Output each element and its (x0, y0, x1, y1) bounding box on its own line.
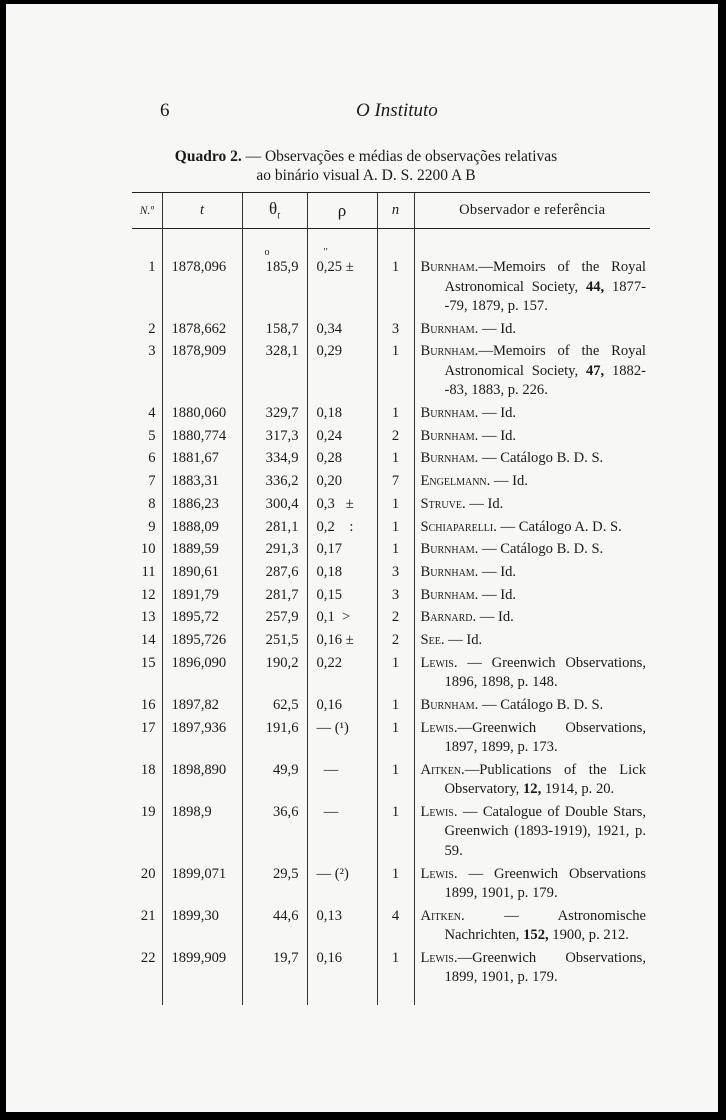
reference-volume: 12, (522, 781, 542, 798)
table-row (132, 696, 650, 719)
row-reference (414, 803, 650, 865)
observer-name: Burnham. (420, 586, 479, 603)
header-theta-sub: t (277, 210, 280, 222)
row-epoch: 1899,071 (162, 865, 242, 907)
row-number: 10 (140, 541, 156, 558)
unit-degrees: o (242, 229, 307, 259)
reference-pre: —Greenwich Observations, 1897, 1899, p. 173. (444, 719, 646, 755)
table-row (132, 586, 650, 609)
reference-pre: — Id. (465, 495, 504, 512)
reference-post: 1900, p. 212. (548, 927, 629, 944)
row-position-angle: 291,3 (242, 540, 307, 563)
row-separation: 0,25 ± (307, 258, 377, 320)
row-night-count: 2 (377, 631, 414, 654)
row-position-angle: 317,3 (242, 427, 307, 450)
reference-text (421, 342, 647, 401)
row-position-angle: 334,9 (242, 449, 307, 472)
row-reference (414, 608, 650, 631)
row-night-count: 1 (377, 865, 414, 907)
header-t: t (162, 193, 242, 229)
reference-text (421, 320, 647, 340)
reference-text (421, 631, 647, 651)
reference-text (421, 803, 647, 862)
reference-post: 1877--79, 1879, p. 157. (444, 278, 646, 314)
table-body (132, 229, 650, 1006)
reference-volume: 152, (523, 927, 549, 944)
row-number: 1 (148, 259, 156, 275)
observer-name: Lewis. (420, 719, 458, 736)
row-separation: — (307, 761, 377, 803)
row-night-count: 1 (377, 696, 414, 719)
header-theta (242, 193, 307, 229)
reference-pre: — Catálogo B. D. S. (478, 696, 604, 713)
reference-text (421, 586, 647, 606)
row-epoch: 1897,936 (162, 719, 242, 761)
row-number: 8 (148, 495, 156, 512)
reference-text (421, 907, 647, 946)
observations-table (132, 192, 650, 1005)
row-epoch: 1899,30 (162, 907, 242, 949)
observer-name: Burnham. (420, 427, 479, 444)
row-number: 6 (148, 450, 156, 467)
row-position-angle: 190,2 (242, 654, 307, 696)
observer-name: Schiaparelli. (420, 518, 497, 535)
table-row (132, 320, 650, 343)
row-separation: — (¹) (307, 719, 377, 761)
reference-pre: — Greenwich Observations, 1896, 1898, p. 148. (444, 654, 646, 691)
caption-line2: ao binário visual A. D. S. 2200 A B (256, 167, 476, 184)
row-separation: 0,24 (307, 427, 377, 450)
row-epoch: 1886,23 (162, 495, 242, 518)
row-epoch: 1899,909 (162, 949, 242, 991)
row-separation: 0,13 (307, 907, 377, 949)
row-epoch: 1883,31 (162, 472, 242, 495)
observer-name: Lewis. (420, 654, 458, 671)
row-epoch: 1889,59 (162, 540, 242, 563)
reference-pre: — Id. (476, 609, 514, 626)
reference-post: 1914, p. 20. (541, 781, 615, 798)
row-reference (414, 586, 650, 609)
row-number: 16 (140, 696, 156, 713)
observer-name: Aitken. (420, 907, 465, 924)
row-night-count: 2 (377, 427, 414, 450)
row-separation: — (²) (307, 865, 377, 907)
unit-arcsec: ′′ (307, 229, 377, 259)
reference-text (421, 540, 647, 560)
row-separation: 0,16 ± (307, 631, 377, 654)
observer-name: Burnham. (420, 405, 479, 422)
row-epoch: 1895,72 (162, 608, 242, 631)
row-night-count: 1 (377, 404, 414, 427)
row-reference (414, 540, 650, 563)
row-position-angle: 36,6 (242, 803, 307, 865)
table-row (132, 449, 650, 472)
table-row (132, 631, 650, 654)
reference-pre: — Catálogo B. D. S. (478, 541, 604, 558)
table-row (132, 404, 650, 427)
row-number: 18 (140, 761, 156, 778)
reference-pre: — Id. (478, 586, 517, 603)
observer-name: Burnham. (420, 541, 479, 558)
reference-post: 1882--83, 1883, p. 226. (444, 362, 646, 399)
reference-text (421, 563, 647, 583)
row-reference (414, 631, 650, 654)
observer-name: See. (420, 631, 445, 648)
row-number: 22 (140, 949, 156, 966)
row-reference (414, 696, 650, 719)
row-number: 14 (140, 631, 156, 648)
page (6, 4, 718, 1112)
row-position-angle: 329,7 (242, 404, 307, 427)
row-position-angle: 300,4 (242, 495, 307, 518)
observer-name: Burnham. (420, 563, 479, 580)
reference-volume: 44, (585, 278, 605, 295)
table-row (132, 761, 650, 803)
header-n: n (377, 193, 414, 229)
header-theta-symbol: θ (269, 199, 278, 219)
table-row (132, 949, 650, 991)
reference-text (421, 719, 647, 758)
table-row (132, 907, 650, 949)
reference-pre: — Id. (478, 405, 517, 422)
row-night-count: 1 (377, 495, 414, 518)
reference-text (421, 696, 647, 716)
observer-name: Burnham. (420, 343, 479, 360)
units-row (132, 229, 650, 259)
row-position-angle: 287,6 (242, 563, 307, 586)
row-number: 3 (148, 343, 156, 360)
row-separation: 0,15 (307, 586, 377, 609)
table-row (132, 518, 650, 541)
observer-name: Lewis. (420, 865, 458, 882)
row-night-count: 3 (377, 320, 414, 343)
row-number: 2 (148, 320, 156, 337)
row-reference (414, 320, 650, 343)
row-night-count: 1 (377, 654, 414, 696)
reference-pre: — Greenwich Observations 1899, 1901, p. 179. (444, 865, 646, 902)
row-position-angle: 19,7 (242, 949, 307, 991)
row-position-angle: 336,2 (242, 472, 307, 495)
row-epoch: 1878,096 (162, 258, 242, 320)
row-separation: — (307, 803, 377, 865)
row-night-count: 3 (377, 586, 414, 609)
row-number: 9 (148, 518, 156, 535)
table-row (132, 719, 650, 761)
row-number: 4 (148, 405, 156, 422)
reference-pre: — Astronomische Nachrichten, (444, 907, 646, 944)
reference-text (421, 472, 647, 492)
row-position-angle: 158,7 (242, 320, 307, 343)
table-row (132, 608, 650, 631)
row-reference (414, 518, 650, 541)
row-position-angle: 251,5 (242, 631, 307, 654)
row-reference (414, 949, 650, 991)
row-reference (414, 865, 650, 907)
row-night-count: 1 (377, 949, 414, 991)
row-night-count: 1 (377, 449, 414, 472)
row-position-angle: 62,5 (242, 696, 307, 719)
row-number: 7 (148, 473, 156, 490)
observer-name: Burnham. (420, 450, 479, 467)
row-epoch: 1891,79 (162, 586, 242, 609)
row-epoch: 1888,09 (162, 518, 242, 541)
row-separation: 0,16 (307, 949, 377, 991)
reference-pre: —Greenwich Observations, 1899, 1901, p. 179. (444, 949, 646, 986)
row-night-count: 4 (377, 907, 414, 949)
row-separation: 0,1 > (307, 608, 377, 631)
filler-row (132, 991, 650, 1005)
row-epoch: 1898,9 (162, 803, 242, 865)
table-row (132, 865, 650, 907)
header-no: N.º (132, 193, 162, 229)
reference-text (421, 608, 647, 628)
reference-pre: — Catalogue of Double Stars, Greenwich (1893-1919), 1921, p. 59. (444, 803, 646, 859)
row-position-angle: 328,1 (242, 342, 307, 404)
row-reference (414, 563, 650, 586)
observer-name: Struve. (420, 495, 466, 512)
row-position-angle: 29,5 (242, 865, 307, 907)
row-position-angle: 185,9 (242, 258, 307, 320)
reference-text (421, 518, 647, 538)
row-epoch: 1881,67 (162, 449, 242, 472)
row-night-count: 1 (377, 719, 414, 761)
row-separation: 0,29 (307, 342, 377, 404)
row-reference (414, 449, 650, 472)
row-reference (414, 427, 650, 450)
reference-text (421, 404, 647, 424)
row-number: 19 (140, 803, 156, 820)
row-reference (414, 258, 650, 320)
row-night-count: 1 (377, 518, 414, 541)
row-reference (414, 719, 650, 761)
journal-title: O Instituto (356, 100, 438, 121)
row-separation: 0,34 (307, 320, 377, 343)
row-epoch: 1897,82 (162, 696, 242, 719)
observer-name: Aitken. (420, 761, 465, 778)
row-position-angle: 257,9 (242, 608, 307, 631)
row-epoch: 1880,060 (162, 404, 242, 427)
reference-text (421, 761, 647, 800)
row-epoch: 1880,774 (162, 427, 242, 450)
row-reference (414, 761, 650, 803)
row-night-count: 2 (377, 608, 414, 631)
page-number: 6 (160, 100, 170, 121)
observer-name: Lewis. (420, 949, 458, 966)
reference-pre: — Id. (444, 631, 483, 648)
row-separation: 0,3 ± (307, 495, 377, 518)
table-row (132, 472, 650, 495)
caption-label: Quadro 2. (174, 148, 242, 165)
table-row (132, 540, 650, 563)
observer-name: Barnard. (420, 609, 477, 626)
row-number: 5 (148, 427, 156, 444)
header-row (132, 193, 650, 229)
row-separation: 0,28 (307, 449, 377, 472)
row-epoch: 1878,909 (162, 342, 242, 404)
reference-pre: — Id. (478, 563, 517, 580)
row-epoch: 1890,61 (162, 563, 242, 586)
table-caption (126, 147, 606, 185)
row-number: 21 (140, 907, 156, 924)
row-position-angle: 44,6 (242, 907, 307, 949)
row-epoch: 1878,662 (162, 320, 242, 343)
row-number: 12 (140, 586, 156, 603)
reference-pre: — Id. (478, 320, 517, 337)
observer-name: Burnham. (420, 259, 479, 275)
row-separation: 0,22 (307, 654, 377, 696)
reference-text (421, 654, 647, 693)
row-number: 20 (140, 865, 156, 882)
reference-pre: — Id. (490, 473, 528, 490)
table-row (132, 654, 650, 696)
reference-pre: —Memoirs of the Royal Astronomical Society, (444, 259, 646, 295)
observer-name: Lewis. (420, 803, 458, 820)
row-position-angle: 191,6 (242, 719, 307, 761)
reference-text (421, 258, 647, 317)
row-night-count: 1 (377, 342, 414, 404)
reference-volume: 47, (585, 362, 605, 379)
row-night-count: 7 (377, 472, 414, 495)
observer-name: Engelmann. (420, 473, 491, 490)
reference-text (421, 865, 647, 904)
reference-pre: —Memoirs of the Royal Astronomical Society, (444, 343, 646, 379)
row-separation: 0,17 (307, 540, 377, 563)
header-rho: ρ (307, 193, 377, 229)
row-epoch: 1895,726 (162, 631, 242, 654)
row-number: 15 (140, 654, 156, 671)
row-position-angle: 281,7 (242, 586, 307, 609)
reference-pre: — Id. (478, 427, 517, 444)
row-separation: 0,2 : (307, 518, 377, 541)
row-epoch: 1896,090 (162, 654, 242, 696)
table-row (132, 563, 650, 586)
row-reference (414, 654, 650, 696)
table-row (132, 495, 650, 518)
row-night-count: 3 (377, 563, 414, 586)
observer-name: Burnham. (420, 320, 479, 337)
row-separation: 0,18 (307, 563, 377, 586)
row-separation: 0,18 (307, 404, 377, 427)
row-reference (414, 472, 650, 495)
row-separation: 0,20 (307, 472, 377, 495)
reference-text (421, 449, 647, 469)
row-reference (414, 404, 650, 427)
row-night-count: 1 (377, 540, 414, 563)
reference-pre: —Publications of the Lick Observatory, (444, 761, 646, 798)
reference-text (421, 949, 647, 988)
table-row (132, 427, 650, 450)
table-row (132, 258, 650, 320)
row-night-count: 1 (377, 258, 414, 320)
row-number: 17 (140, 719, 156, 736)
reference-text (421, 495, 647, 515)
caption-text: — Observações e médias de observações relativas (241, 148, 558, 165)
row-number: 13 (140, 609, 156, 626)
header-observer: Observador e referência (414, 193, 650, 229)
reference-pre: — Catálogo A. D. S. (496, 518, 622, 535)
table-row (132, 342, 650, 404)
row-separation: 0,16 (307, 696, 377, 719)
row-night-count: 1 (377, 803, 414, 865)
table-row (132, 803, 650, 865)
row-epoch: 1898,890 (162, 761, 242, 803)
row-position-angle: 49,9 (242, 761, 307, 803)
reference-text (421, 427, 647, 447)
row-position-angle: 281,1 (242, 518, 307, 541)
row-reference (414, 907, 650, 949)
row-reference (414, 495, 650, 518)
row-night-count: 1 (377, 761, 414, 803)
observer-name: Burnham. (420, 696, 479, 713)
row-reference (414, 342, 650, 404)
reference-pre: — Catálogo B. D. S. (478, 450, 604, 467)
row-number: 11 (141, 563, 156, 580)
